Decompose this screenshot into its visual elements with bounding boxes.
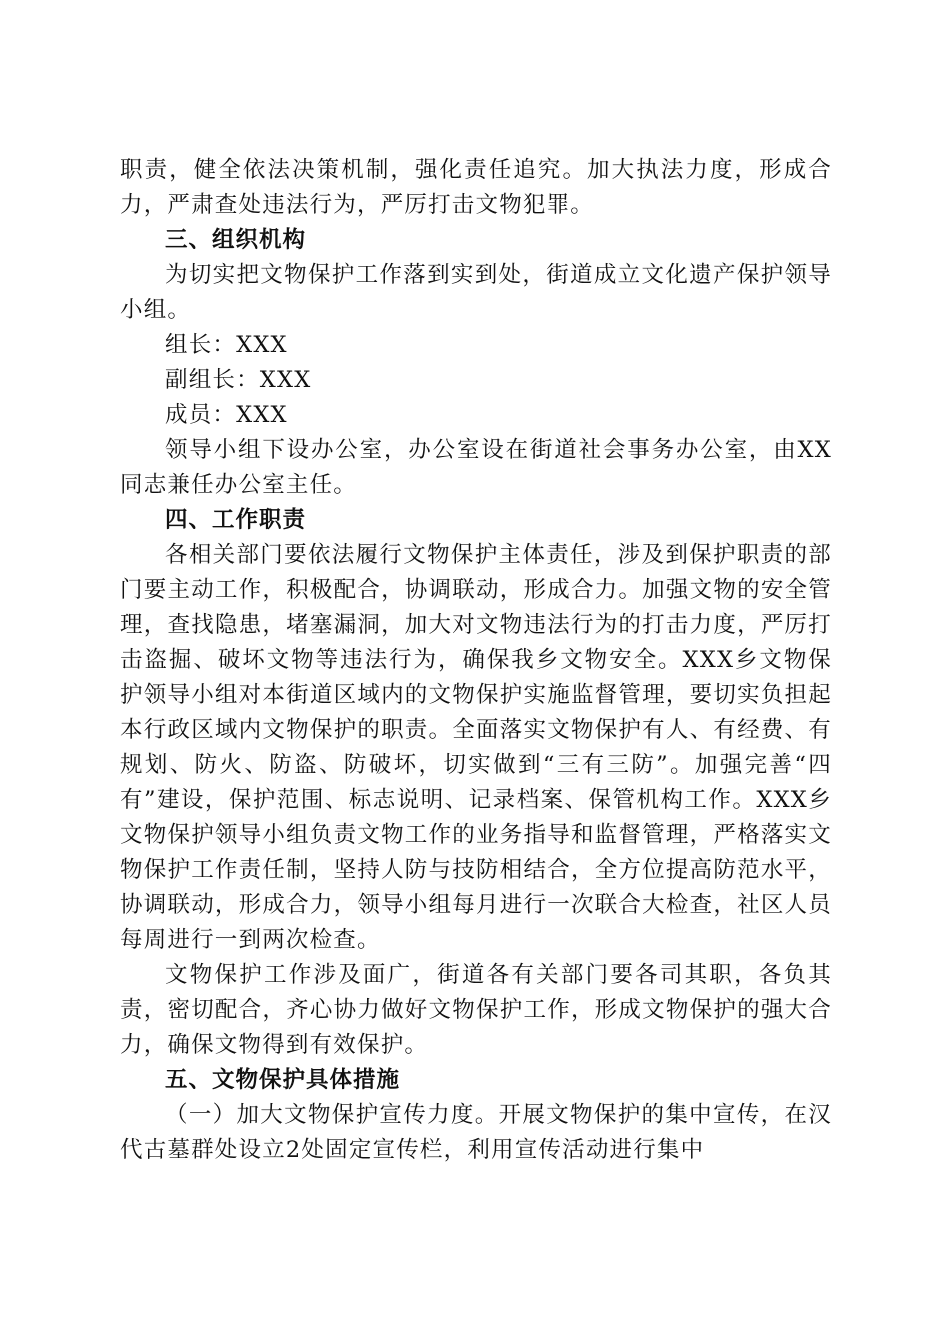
paragraph-office: 领导小组下设办公室，办公室设在街道社会事务办公室，由XX同志兼任办公室主任。: [120, 437, 832, 498]
section-heading-duties: 四、工作职责: [165, 507, 307, 533]
paragraph-continued: 职责，健全依法决策机制，强化责任追究。加大执法力度，形成合力，严肃查处违法行为，严厉打击文物犯罪。: [120, 157, 832, 218]
document-page: [120, 153, 832, 1168]
section-heading-measures: 五、文物保护具体措施: [165, 1067, 401, 1093]
measure-1-lead: （一）加大文物保护宣传力度。: [165, 1102, 499, 1128]
paragraph-measure-1: [120, 1098, 832, 1168]
measure-1-body: 开展文物保护的集中宣传，在汉代古墓群处设立2处固定宣传栏，利用宣传活动进行集中: [120, 1102, 832, 1163]
members-line: 成员：XXX: [165, 402, 288, 428]
paragraph-cooperation: 文物保护工作涉及面广，街道各有关部门要各司其职，各负其责，密切配合，齐心协力做好文物保护工作，形成文物保护的强大合力，确保文物得到有效保护。: [120, 962, 832, 1058]
section-heading-organization: 三、组织机构: [165, 227, 307, 253]
paragraph-organization-intro: 为切实把文物保护工作落到实到处，街道成立文化遗产保护领导小组。: [120, 262, 832, 323]
group-leader-line: 组长：XXX: [165, 332, 288, 358]
paragraph-duties: 各相关部门要依法履行文物保护主体责任，涉及到保护职责的部门要主动工作，积极配合，协调联动，形成合力。加强文物的安全管理，查找隐患，堵塞漏洞，加大对文物违法行为的打击力度，严厉打击盗掘、破坏文物等违法行为，确保我乡文物安全。XXX乡文物保护领导小组对本街道区域内的文物保护实施监督管理，要切实负担起本行政区域内文物保护的职责。全面落实文物保护有人、有经费、有规划、防火、防盗、防破坏，切实做到“三有三防”。加强完善“四有”建设，保护范围、标志说明、记录档案、保管机构工作。XXX乡文物保护领导小组负责文物工作的业务指导和监督管理，严格落实文物保护工作责任制，坚持人防与技防相结合，全方位提高防范水平，协调联动，形成合力，领导小组每月进行一次联合大检查，社区人员每周进行一到两次检查。: [120, 542, 832, 953]
deputy-leader-line: 副组长：XXX: [165, 367, 312, 393]
